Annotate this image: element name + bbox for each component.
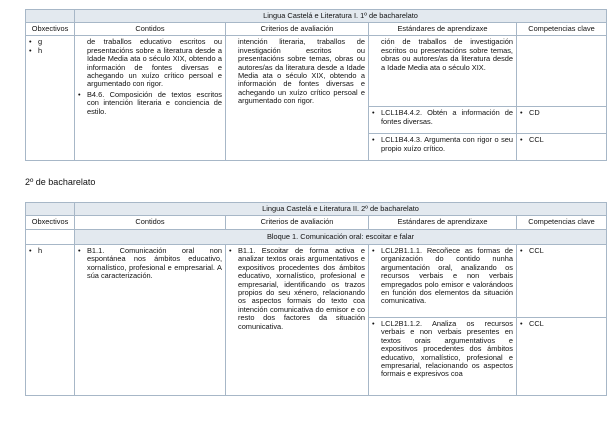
section-title: 2º de bacharelato xyxy=(25,177,96,187)
header-objectives: Obxectivos xyxy=(26,23,75,36)
header-competences: Competencias clave xyxy=(517,216,607,230)
standard-cell: • LCL2B1.1.2. Analiza os recursos verbais e non verbais presentes en textos orais argumentativos e expositivos procedentes dos ámbitos educativo, xornalístico, profesional e empresarial, relacionando os aspectos formais e expresivos coa xyxy=(369,318,517,396)
standard-cell: • LCL2B1.1.1. Recoñece as formas de organización do contido nunha argumentación oral, analizando os recursos verbais e non verbais empregados polo emisor e valorándoos en función dos elementos da situación comunicativa. xyxy=(369,245,517,318)
header-contents: Contidos xyxy=(75,216,226,230)
table-title: Lingua Castelá e Literatura II. 2º de bacharelato xyxy=(75,203,607,216)
curriculum-table-2bac xyxy=(25,202,607,396)
content-item: • B1.1. Comunicación oral non espontánea nos ámbitos educativo, xornalístico, profesional e empresarial. A súa caracterización. xyxy=(78,246,222,281)
competence-cell: • CCL xyxy=(517,245,607,318)
header-contents: Contidos xyxy=(75,23,226,36)
standard-cell: • LCL1B4.4.2. Obtén a información de fontes diversas. xyxy=(369,107,517,134)
competence-cell: • CCL xyxy=(517,134,607,161)
competence-cell: • CD xyxy=(517,107,607,134)
block-title: Bloque 1. Comunicación oral: escoitar e falar xyxy=(75,230,607,245)
criterion-item: • B1.1. Escoitar de forma activa e analizar textos orais argumentativos e expositivos procedentes dos ámbitos educativo, xornalístico, profesional e empresarial, identificando os trazos propios do seu xénero, relacionando os aspectos formais do texto coa intención comunicativa do emisor e co resto dos factores da situación comunicativa. xyxy=(229,246,365,331)
table-title: Lingua Castelá e Literatura I. 1º de bacharelato xyxy=(75,10,607,23)
objectives-cell xyxy=(26,36,75,161)
objectives-cell xyxy=(26,245,75,396)
criteria-cell xyxy=(226,245,369,396)
standard-cell: ción de traballos de investigación escritos ou presentacións sobre temas, obras ou autores/as da literatura desde a Idade Media ata o século XIX. xyxy=(369,36,517,107)
competence-cell: • CCL xyxy=(517,318,607,396)
curriculum-table-1bac xyxy=(25,9,607,161)
header-criteria: Criterios de avaliación xyxy=(226,216,369,230)
criterion-text: intención literaria, traballos de investigación escritos ou presentacións sobre temas, obras ou autores/as da literatura desde a Idade Media ata o século XIX, obtendo a información de fontes diversas e achegando un xuízo crítico persoal e argumentado con rigor. xyxy=(238,37,365,106)
objective-item: • g xyxy=(29,37,43,47)
contents-cell xyxy=(75,245,226,396)
competence-cell xyxy=(517,36,607,107)
header-objectives: Obxectivos xyxy=(26,216,75,230)
objective-item: • h xyxy=(29,45,43,55)
contents-cell xyxy=(75,36,226,161)
content-text: de traballos educativo escritos ou presentacións sobre a literatura desde a Idade Media ata o século XIX, obtendo a información de fontes diversas e achegando un xuízo crítico persoal e argumentado con rigor. xyxy=(87,37,222,89)
header-standards: Estándares de aprendizaxe xyxy=(369,23,517,36)
criteria-cell xyxy=(226,36,369,161)
objective-item: • h xyxy=(29,246,43,255)
header-criteria: Criterios de avaliación xyxy=(226,23,369,36)
header-competences: Competencias clave xyxy=(517,23,607,36)
header-standards: Estándares de aprendizaxe xyxy=(369,216,517,230)
standard-cell: • LCL1B4.4.3. Argumenta con rigor o seu propio xuízo crítico. xyxy=(369,134,517,161)
content-item: • B4.6. Composición de textos escritos con intención literaria e conciencia de estilo. xyxy=(78,89,222,116)
